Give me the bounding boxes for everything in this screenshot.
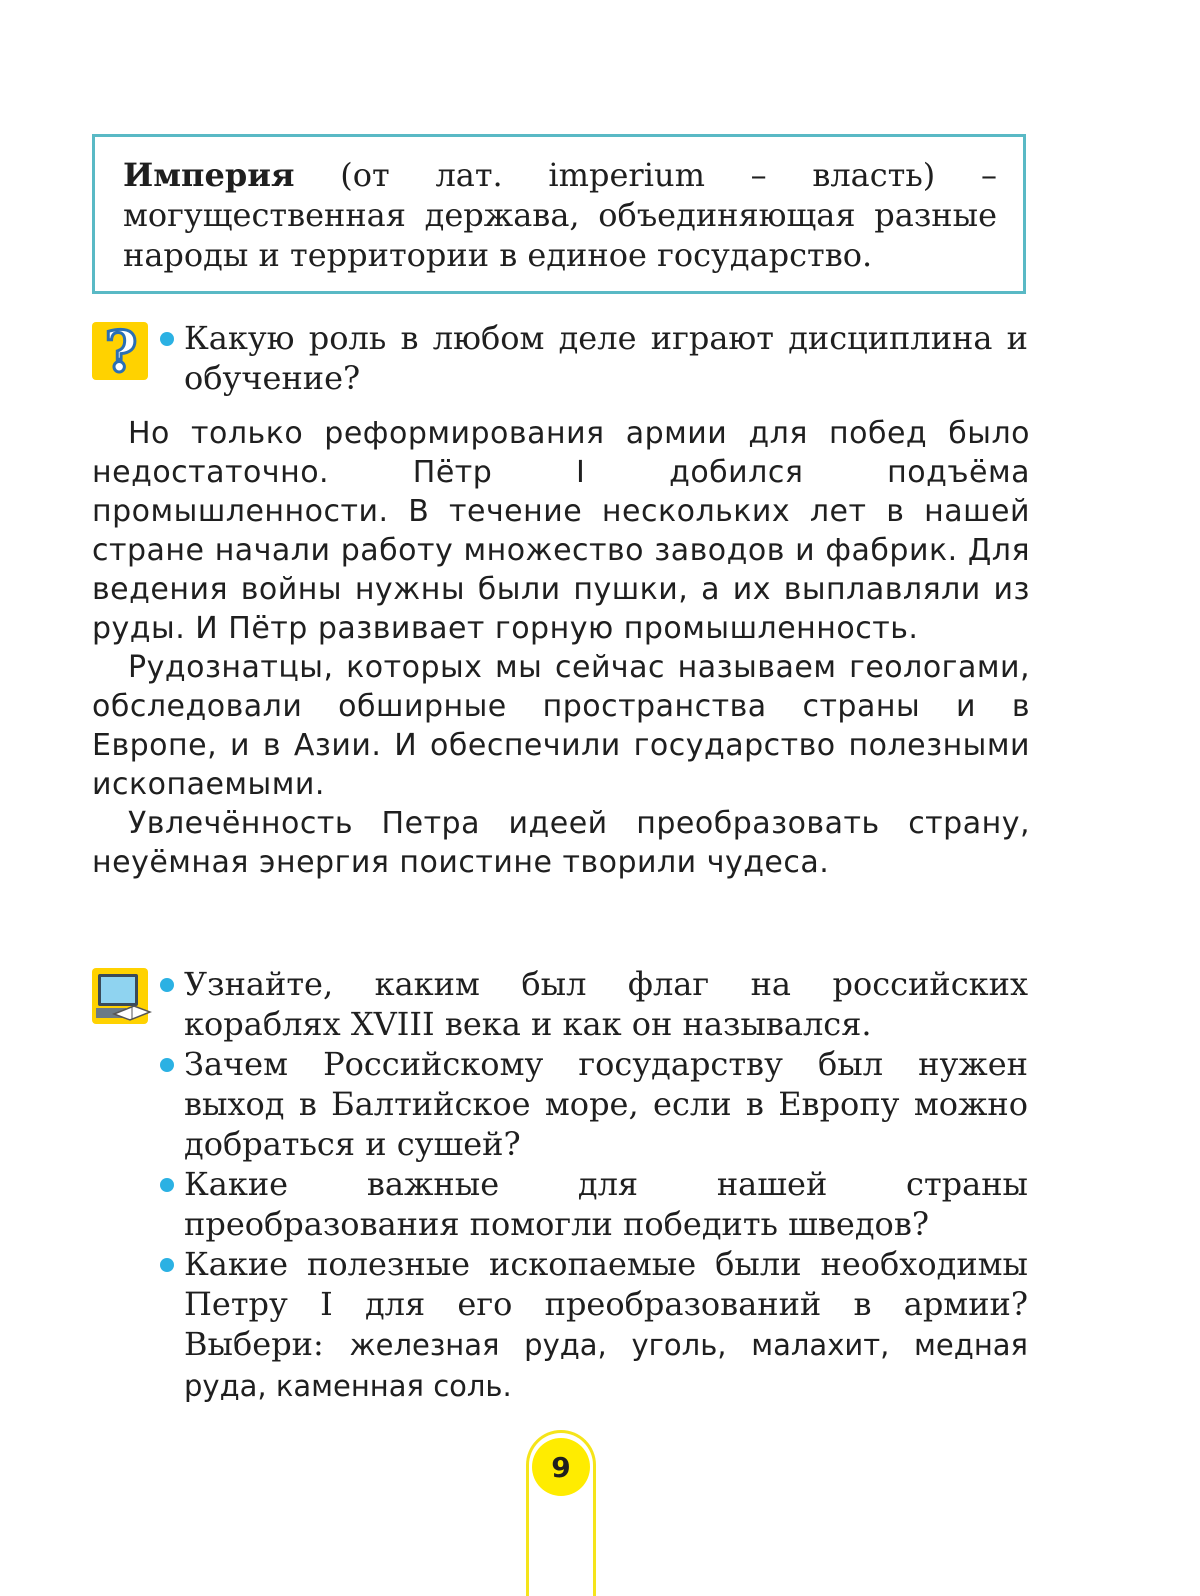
- paragraph: Но только реформирования армии для побед было недостаточно. Пётр I добился подъёма промышленности. В течение нескольких лет в нашей стране начали работу множество заводов и фабрик. Для ведения войны нужны были пушки, а их выплавляли из руды. И Пётр развивает горную промышленность.: [92, 416, 1030, 646]
- definition-text: (от лат. imperium – власть) – могущественная держава, объединяющая разные народы и территории в единое государство.: [123, 156, 997, 274]
- computer-book-icon: [90, 966, 152, 1026]
- definition-term: Империя: [123, 156, 295, 194]
- main-text: [92, 414, 1030, 882]
- paragraph: Рудознатцы, которых мы сейчас называем геологами, обследовали обширные пространства страны и в Европе, и в Азии. И обеспечили государство полезными ископаемыми.: [92, 650, 1030, 802]
- tasks-block: [184, 964, 1028, 1406]
- task-item-options: железная руда, уголь, малахит, медная руда, каменная соль.: [184, 1328, 1029, 1403]
- question-item: Какую роль в любом деле играют дисциплина и обучение?: [184, 319, 1028, 397]
- paragraph: Увлечённость Петра идеей преобразовать страну, неуёмная энергия поистине творили чудеса.: [92, 806, 1030, 880]
- task-item-last: [184, 1244, 1028, 1406]
- question-mark-icon: [92, 322, 148, 380]
- task-item: Зачем Российскому государству был нужен выход в Балтийское море, если в Европу можно добраться и сушей?: [184, 1045, 1028, 1163]
- definition-box: [92, 134, 1026, 294]
- question-block: [184, 318, 1028, 398]
- task-item: Узнайте, каким был флаг на российских кораблях XVIII века и как он назывался.: [184, 965, 1028, 1043]
- svg-text:?: ?: [104, 322, 138, 380]
- task-item-prefix: Какие полезные ископаемые были необходимы Петру I для его преобразований в армии? Выбери:: [184, 1245, 1028, 1363]
- task-item: Какие важные для нашей страны преобразования помогли победить шведов?: [184, 1165, 1028, 1243]
- page-number: 9: [532, 1438, 590, 1496]
